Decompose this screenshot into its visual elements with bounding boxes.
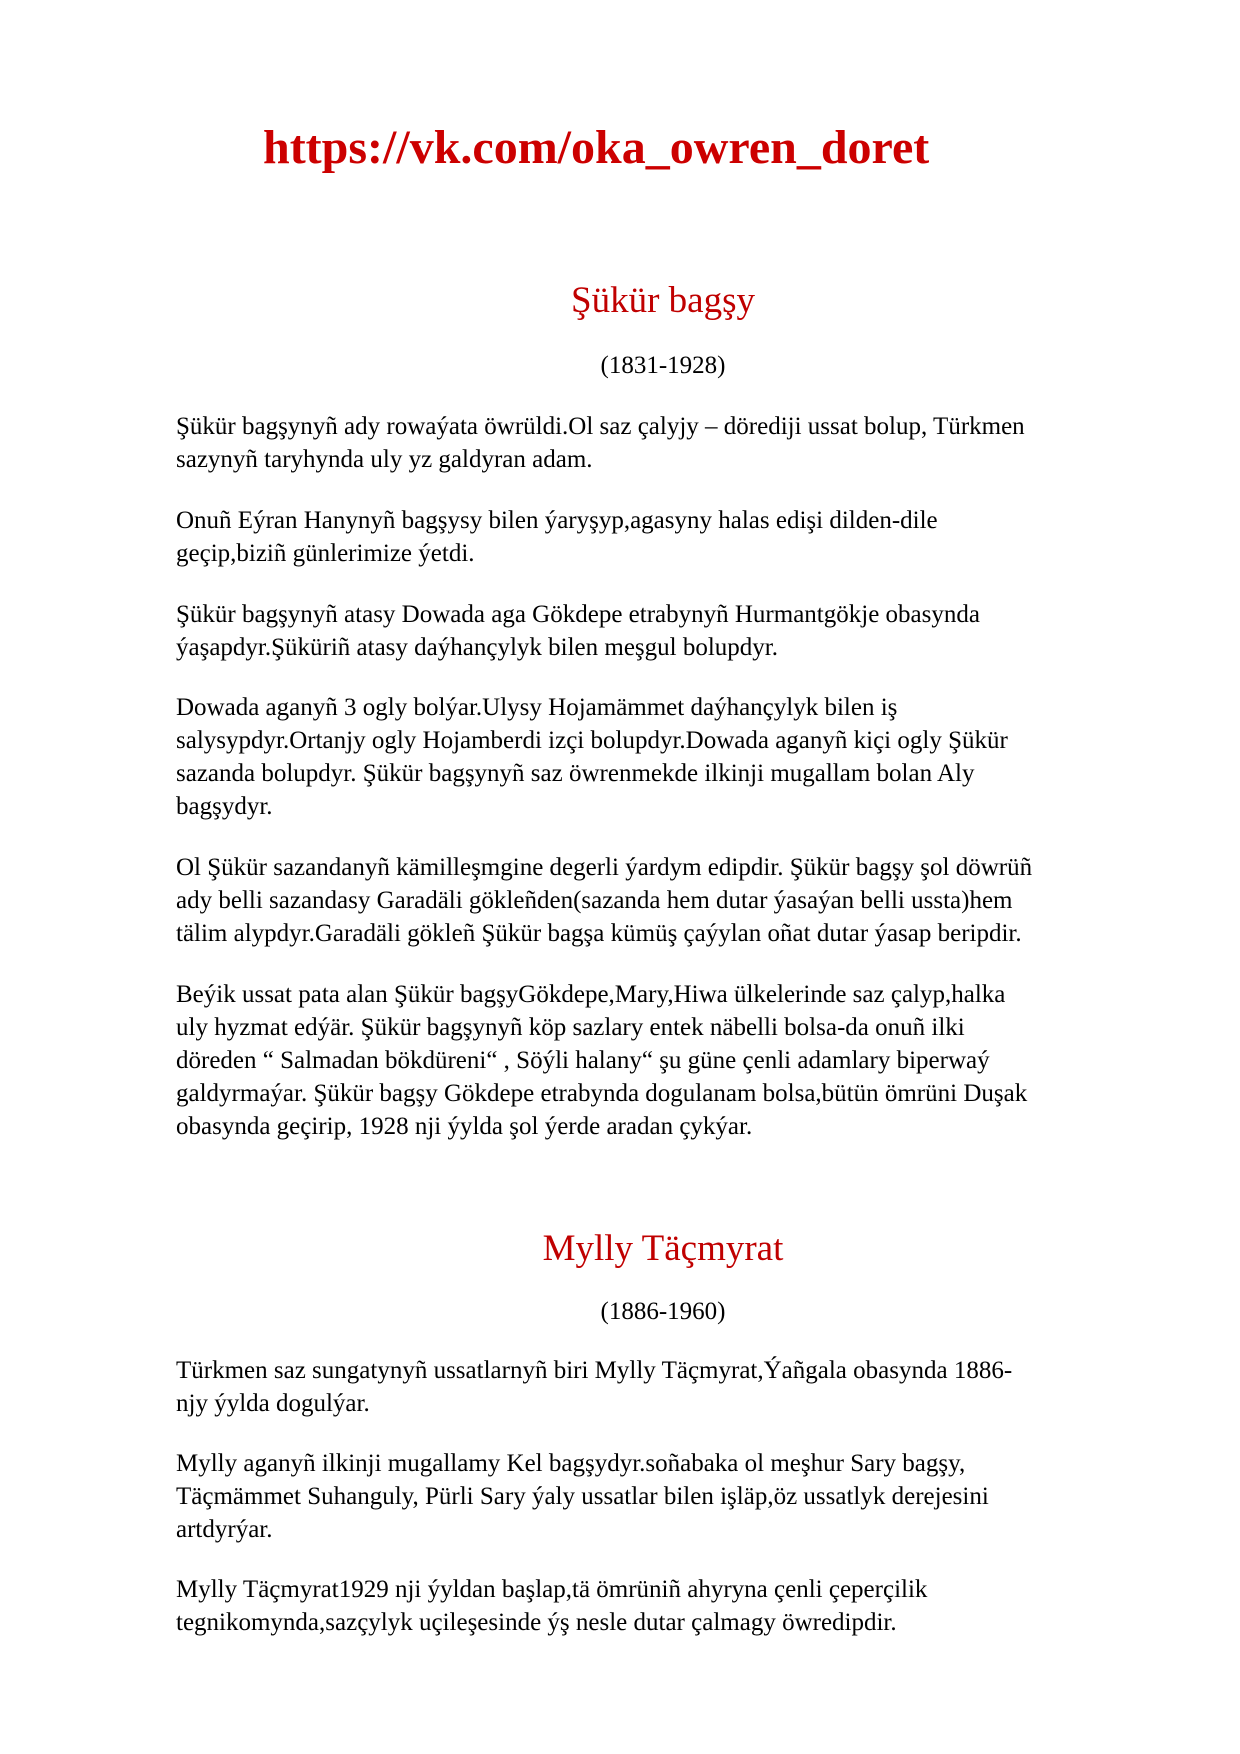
vk-url-link[interactable]: https://vk.com/oka_owren_doret [263, 121, 930, 174]
paragraph-line: ýaşapdyr.Şüküriñ atasy daýhançylyk bilen meşgul bolupdyr. [176, 634, 778, 661]
paragraph-line: sazanda bolupdyr. Şükür bagşynyñ saz öwrenmekde ilkinji mugallam bolan Aly [176, 760, 975, 787]
paragraph-line: tegnikomynda,sazçylyk uçileşesinde ýş nesle dutar çalmagy öwredipdir. [176, 1609, 897, 1636]
paragraph-line: Türkmen saz sungatynyñ ussatlarnyñ biri Mylly Täçmyrat,Ýañgala obasynda 1886- [176, 1357, 1013, 1384]
paragraph [176, 598, 1156, 664]
section-title-shukur: Şükür bagşy [571, 280, 755, 321]
paragraph [176, 691, 1156, 823]
paragraph-line: Şükür bagşynyñ ady rowaýata öwrüldi.Ol saz çalyjy – dörediji ussat bolup, Türkmen [176, 413, 1025, 440]
paragraph-line: Täçmämmet Suhanguly, Pürli Sary ýaly ussatlar bilen işläp,öz ussatlyk derejesini [176, 1483, 989, 1510]
paragraph-line: Beýik ussat pata alan Şükür bagşyGökdepe,Mary,Hiwa ülkelerinde saz çalyp,halka [176, 981, 1006, 1008]
paragraph-line: Mylly Täçmyrat1929 nji ýyldan başlap,tä ömrüniñ ahyryna çenli çeperçilik [176, 1576, 928, 1603]
paragraph-line: Onuñ Eýran Hanynyñ bagşysy bilen ýaryşyp,agasyny halas edişi dilden-dile [176, 507, 938, 534]
section-years-shukur: (1831-1928) [600, 352, 726, 379]
paragraph [176, 851, 1156, 950]
paragraph-line: obasynda geçirip, 1928 nji ýylda şol ýerde aradan çykýar. [176, 1113, 753, 1140]
paragraph-line: artdyrýar. [176, 1516, 273, 1543]
paragraph-line: ady belli sazandasy Garadäli gökleñden(sazanda hem dutar ýasaýan belli ussta)hem [176, 887, 1013, 914]
paragraph-line: sazynyñ taryhynda uly yz galdyran adam. [176, 446, 593, 473]
paragraph-line: tälim alypdyr.Garadäli gökleñ Şükür bagşa kümüş çaýylan oñat dutar ýasap beripdir. [176, 920, 1022, 947]
paragraph-line: salysypdyr.Ortanjy ogly Hojamberdi izçi bolupdyr.Dowada aganyñ kiçi ogly Şükür [176, 727, 1008, 754]
paragraph-line: Dowada aganyñ 3 ogly bolýar.Ulysy Hojamämmet daýhançylyk bilen iş [176, 694, 898, 721]
paragraph-line: bagşydyr. [176, 793, 273, 820]
paragraph [176, 1354, 1156, 1420]
paragraph-line: döreden “ Salmadan bökdüreni“ , Söýli halany“ şu güne çenli adamlary biperwaý [176, 1047, 990, 1074]
paragraph-line: geçip,biziñ günlerimize ýetdi. [176, 540, 475, 567]
paragraph-line: Şükür bagşynyñ atasy Dowada aga Gökdepe etrabynyñ Hurmantgökje obasynda [176, 601, 980, 628]
paragraph [176, 1573, 1156, 1639]
paragraph [176, 1447, 1156, 1546]
paragraph [176, 504, 1156, 570]
section-years-mylly: (1886-1960) [600, 1298, 726, 1325]
paragraph [176, 978, 1156, 1143]
paragraph [176, 410, 1156, 476]
section-title-mylly: Mylly Täçmyrat [542, 1228, 784, 1269]
paragraph-line: uly hyzmat edýär. Şükür bagşynyñ köp sazlary entek näbelli bolsa-da onuñ ilki [176, 1014, 965, 1041]
paragraph-line: njy ýylda dogulýar. [176, 1390, 370, 1417]
paragraph-line: Ol Şükür sazandanyñ kämilleşmgine degerli ýardym edipdir. Şükür bagşy şol döwrüñ [176, 854, 1033, 881]
paragraph-line: Mylly aganyñ ilkinji mugallamy Kel bagşydyr.soñabaka ol meşhur Sary bagşy, [176, 1450, 966, 1477]
paragraph-line: galdyrmaýar. Şükür bagşy Gökdepe etrabynda dogulanam bolsa,bütün ömrüni Duşak [176, 1080, 1028, 1107]
